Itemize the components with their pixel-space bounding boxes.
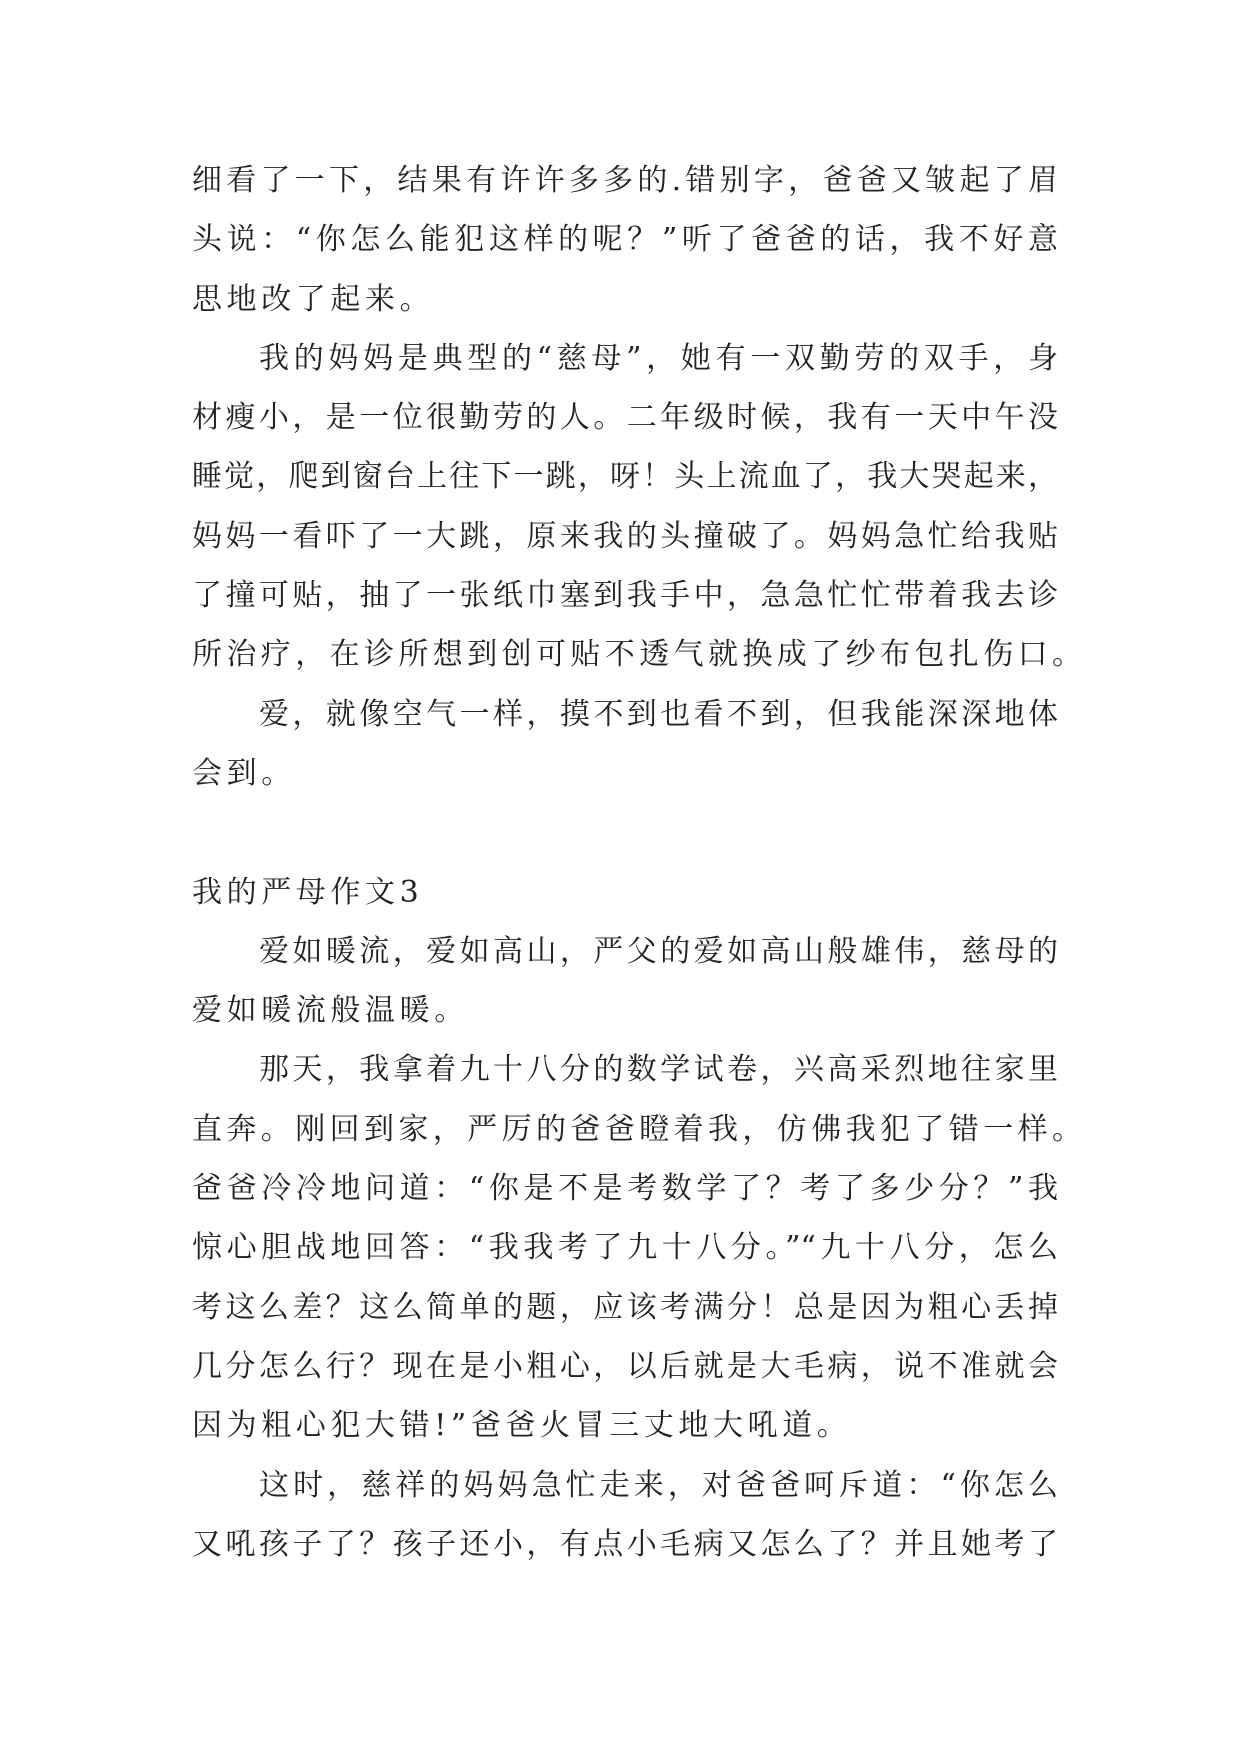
text-line: 我的妈妈是典型的“慈母”，她有一双勤劳的双手，身: [259, 340, 1058, 376]
paragraph: [192, 1456, 1058, 1575]
text-line: 爱如暖流般温暖。: [192, 993, 469, 1029]
text-line: 爸爸冷冷地问道：“你是不是考数学了？考了多少分？”我: [192, 1171, 1058, 1207]
section-heading: 我的严母作文3: [192, 874, 424, 910]
text-line: 考这么差？这么简单的题，应该考满分！总是因为粗心丢掉: [192, 1289, 1058, 1325]
text-line: 爱如暖流，爱如高山，严父的爱如高山般雄伟，慈母的: [259, 933, 1058, 969]
text-line: 思地改了起来。: [192, 281, 435, 317]
text-line: 爱，就像空气一样，摸不到也看不到，但我能深深地体: [259, 696, 1058, 732]
paragraph: [192, 1040, 1082, 1455]
paragraph: [192, 922, 1058, 1041]
text-line: 所治疗，在诊所想到创可贴不透气就换成了纱布包扎伤口。: [192, 637, 1082, 673]
text-line: 因为粗心犯大错!”爸爸火冒三丈地大吼道。: [192, 1408, 852, 1444]
text-line: 又吼孩子了？孩子还小，有点小毛病又怎么了？并且她考了: [192, 1526, 1058, 1562]
text-line: 头说：“你怎么能犯这样的呢？”听了爸爸的话，我不好意: [192, 222, 1058, 258]
essay-section-continued: [192, 151, 1082, 803]
text-line: 会到。: [192, 755, 296, 791]
essay-section: [192, 863, 1082, 1575]
page-content: [192, 151, 1082, 1574]
text-line: 惊心胆战地回答：“我我考了九十八分。”“九十八分，怎么: [192, 1230, 1058, 1266]
text-line: 材瘦小，是一位很勤劳的人。二年级时候，我有一天中午没: [192, 400, 1058, 436]
text-line: 几分怎么行？现在是小粗心，以后就是大毛病，说不准就会: [192, 1348, 1058, 1384]
text-line: 直奔。刚回到家，严厉的爸爸瞪着我，仿佛我犯了错一样。: [192, 1111, 1082, 1147]
paragraph: [192, 151, 1058, 329]
text-line: 这时，慈祥的妈妈急忙走来，对爸爸呵斥道：“你怎么: [259, 1467, 1058, 1503]
text-line: 那天，我拿着九十八分的数学试卷，兴高采烈地往家里: [259, 1052, 1058, 1088]
paragraph: [192, 329, 1082, 685]
text-line: 了撞可贴，抽了一张纸巾塞到我手中，急急忙忙带着我去诊: [192, 578, 1058, 614]
text-line: 细看了一下，结果有许许多多的.错别字，爸爸又皱起了眉: [192, 163, 1058, 198]
paragraph: [192, 685, 1058, 804]
text-line: 妈妈一看吓了一大跳，原来我的头撞破了。妈妈急忙给我贴: [192, 518, 1058, 554]
text-line: 睡觉，爬到窗台上往下一跳，呀！头上流血了，我大哭起来，: [192, 459, 1058, 495]
